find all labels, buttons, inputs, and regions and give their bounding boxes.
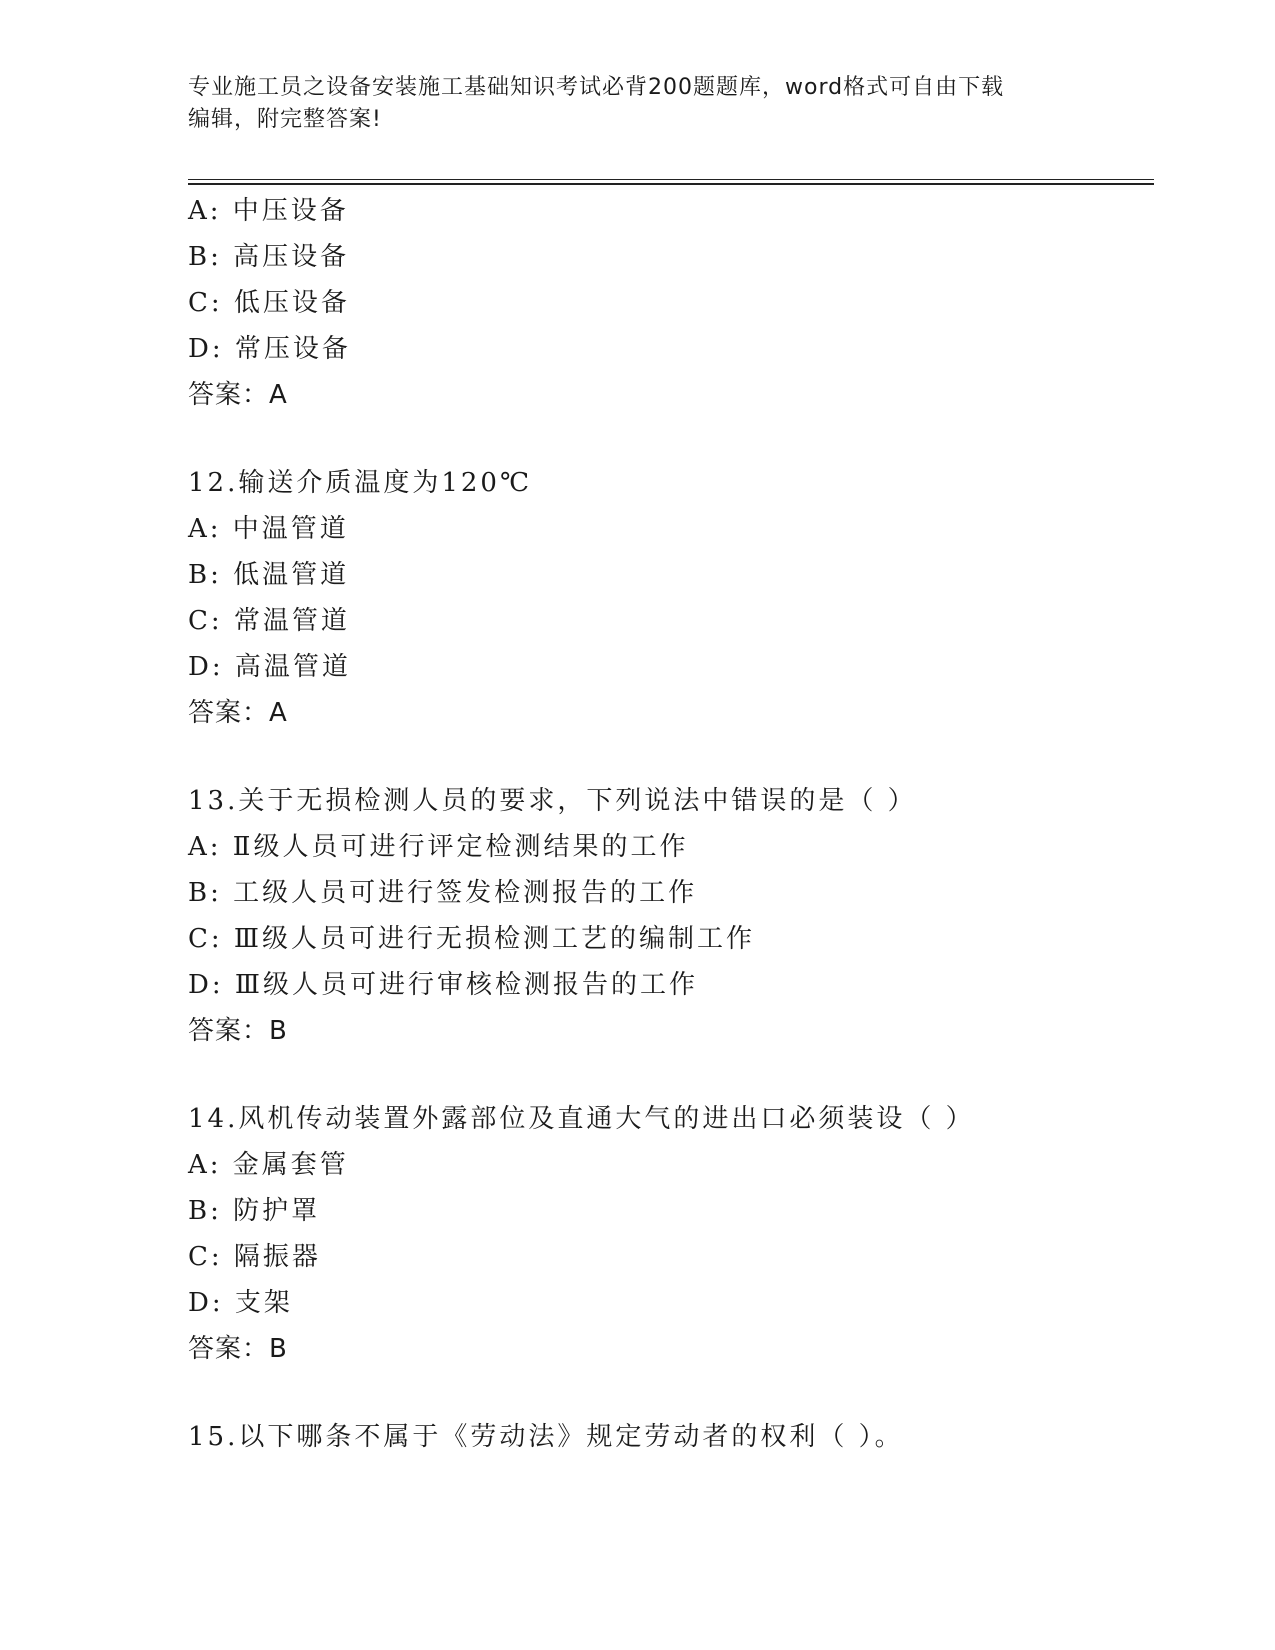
option-d: D: Ⅲ级人员可进行审核检测报告的工作 (188, 970, 698, 1000)
header-line-1: 专业施工员之设备安装施工基础知识考试必背200题题库，word格式可自由下载 (188, 75, 1005, 100)
answer-line: 答案：A (188, 698, 288, 728)
question-block (188, 1096, 1148, 1372)
question-stem: 13.关于无损检测人员的要求，下列说法中错误的是（ ） (188, 786, 917, 816)
document-header (188, 72, 1088, 136)
option-c: C: 低压设备 (188, 288, 350, 318)
option-d: D: 高温管道 (188, 652, 351, 682)
option-a: A: 中温管道 (188, 514, 349, 544)
question-block (188, 460, 1148, 736)
answer-line: 答案：B (188, 1334, 288, 1364)
option-d: D: 支架 (188, 1288, 293, 1318)
answer-line: 答案：A (188, 380, 288, 410)
option-c: C: 隔振器 (188, 1242, 321, 1272)
header-line-2: 编辑，附完整答案! (188, 107, 382, 132)
option-a: A: 中压设备 (188, 196, 349, 226)
question-block (188, 1414, 1148, 1460)
answer-line: 答案：B (188, 1016, 288, 1046)
option-a: A: Ⅱ级人员可进行评定检测结果的工作 (188, 832, 689, 862)
option-b: B: 低温管道 (188, 560, 350, 590)
option-c: C: Ⅲ级人员可进行无损检测工艺的编制工作 (188, 924, 755, 954)
option-b: B: 防护罩 (188, 1196, 321, 1226)
question-stem: 15.以下哪条不属于《劳动法》规定劳动者的权利（ ）。 (188, 1422, 904, 1452)
option-b: B: 高压设备 (188, 242, 350, 272)
header-divider-thin (188, 179, 1154, 180)
question-stem: 12.输送介质温度为120℃ (188, 468, 533, 498)
question-list (188, 188, 1148, 1460)
option-b: B: 工级人员可进行签发检测报告的工作 (188, 878, 698, 908)
option-a: A: 金属套管 (188, 1150, 349, 1180)
question-block (188, 188, 1148, 418)
header-divider-thick (188, 183, 1154, 185)
question-block (188, 778, 1148, 1054)
question-stem: 14.风机传动装置外露部位及直通大气的进出口必须装设（ ） (188, 1104, 975, 1134)
option-d: D: 常压设备 (188, 334, 351, 364)
option-c: C: 常温管道 (188, 606, 350, 636)
